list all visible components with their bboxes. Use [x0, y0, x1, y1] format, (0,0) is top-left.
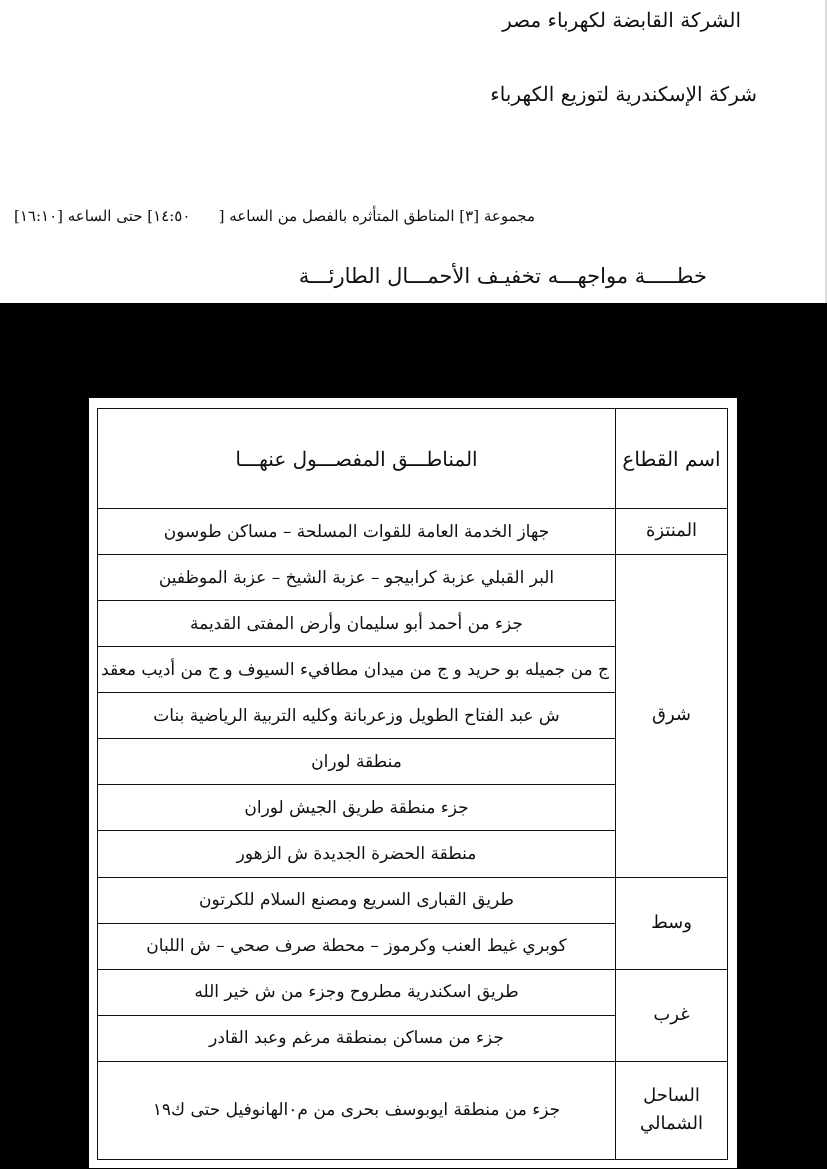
area-name: ش عبد الفتاح الطويل وزعربانة وكليه التربية الرياضية بنات — [98, 693, 616, 739]
area-name: طريق القبارى السريع ومصنع السلام للكرتون — [98, 877, 616, 923]
area-name: طريق اسكندرية مطروح وجزء من ش خير الله — [98, 969, 616, 1015]
area-name: البر القبلي عزبة كرابيجو – عزبة الشيخ – عزبة الموظفين — [98, 555, 616, 601]
area-name: جزء من أحمد أبو سليمان وأرض المفتى القديمة — [98, 601, 616, 647]
areas-table-panel — [89, 398, 737, 1168]
group-period-label: مجموعة [٣] المناطق المتأثره بالفصل من الساعه [ — [218, 207, 535, 225]
area-name: ج من جميله بو حريد و ج من ميدان مطافيء السيوف و ج من أديب معقد — [98, 647, 616, 693]
area-name: جزء منطقة طريق الجيش لوران — [98, 785, 616, 831]
table-header-row — [98, 409, 728, 509]
plan-title: خطـــــة مواجهـــه تخفيـف الأحمـــال الطارئـــة — [298, 264, 707, 288]
table-row — [98, 555, 728, 601]
table-row — [98, 509, 728, 555]
table-row — [98, 877, 728, 923]
sector-name: غرب — [616, 969, 728, 1061]
header-panel — [0, 0, 827, 303]
sector-column-header: اسم القطاع — [616, 409, 728, 509]
table-row — [98, 1061, 728, 1159]
area-name: منطقة الحضرة الجديدة ش الزهور — [98, 831, 616, 877]
table-body — [98, 509, 728, 1160]
areas-column-header: المناطـــق المفصـــول عنهـــا — [98, 409, 616, 509]
area-name: جزء من مساكن بمنطقة مرغم وعبد القادر — [98, 1015, 616, 1061]
area-name: جزء من منطقة ايوبوسف بحرى من م٠الهانوفيل حتى ك١٩ — [98, 1061, 616, 1159]
sector-name: المنتزة — [616, 509, 728, 555]
sector-name: وسط — [616, 877, 728, 969]
group-period-time: ١٤:٥٠] حتى الساعه [١٦:١٠] — [14, 207, 191, 225]
areas-table — [97, 408, 728, 1160]
sector-name: شرق — [616, 555, 728, 877]
sector-name: الساحل الشمالي — [616, 1061, 728, 1159]
table-row — [98, 969, 728, 1015]
distribution-company-name: شركة الإسكندرية لتوزيع الكهرباء — [490, 82, 757, 106]
holding-company-name: الشركة القابضة لكهرباء مصر — [502, 8, 741, 32]
area-name: جهاز الخدمة العامة للقوات المسلحة – مساكن طوسون — [98, 509, 616, 555]
area-name: منطقة لوران — [98, 739, 616, 785]
area-name: كوبري غيط العنب وكرموز – محطة صرف صحي – ش اللبان — [98, 923, 616, 969]
